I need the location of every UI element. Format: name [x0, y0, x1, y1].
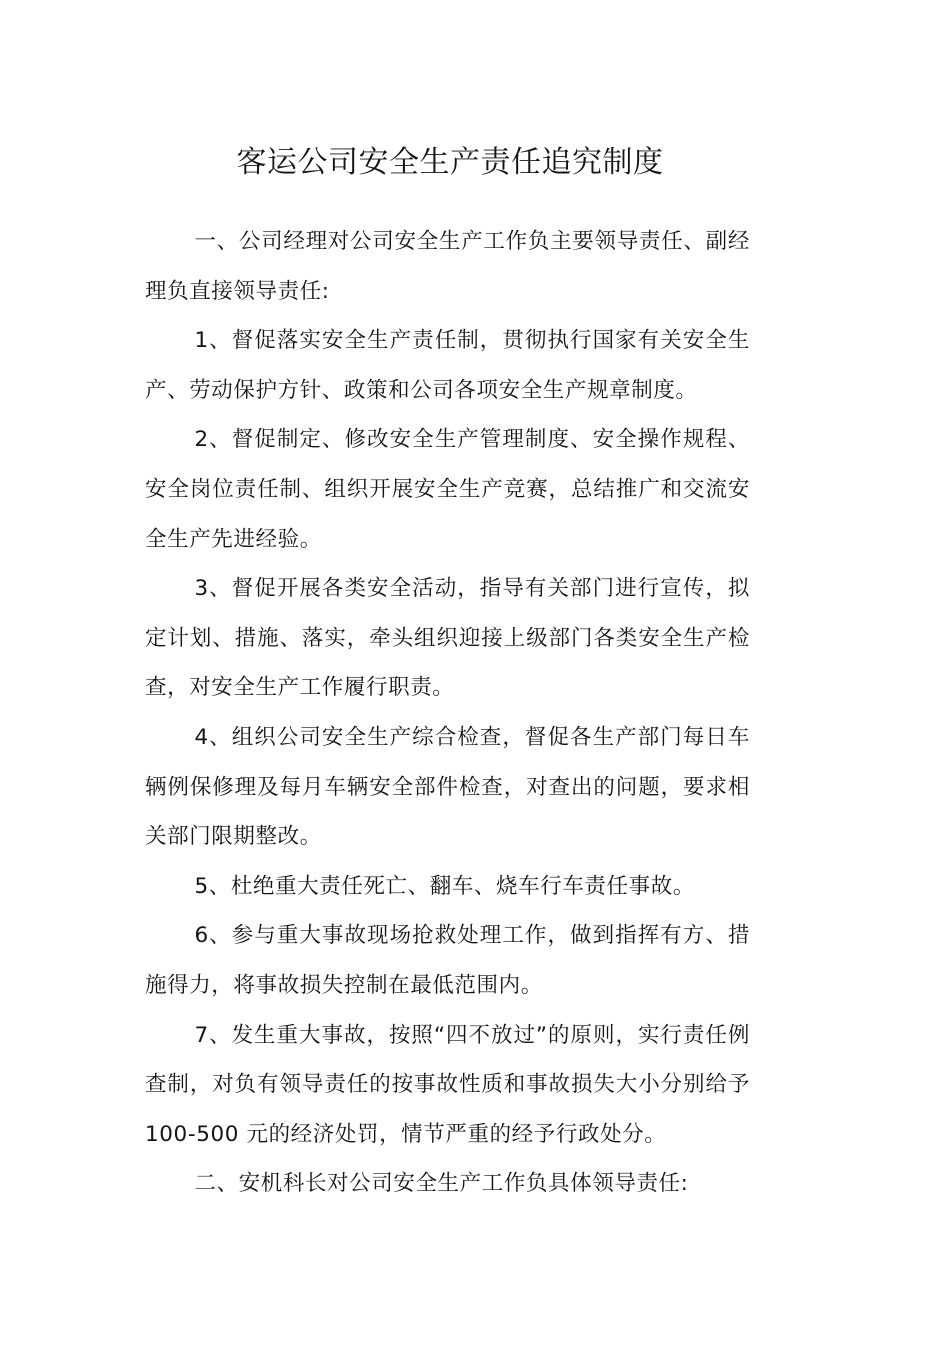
paragraph-item-3: 3、督促开展各类安全活动，指导有关部门进行宣传，拟定计划、措施、落实，牵头组织迎接上级部门各类安全生产检查，对安全生产工作履行职责。 [145, 576, 750, 701]
document-title: 客运公司安全生产责任追究制度 [236, 145, 664, 181]
paragraph-item-5: 5、杜绝重大责任死亡、翻车、烧车行车责任事故。 [194, 873, 695, 899]
paragraph-item-6: 6、参与重大事故现场抢救处理工作，做到指挥有方、措施得力，将事故损失控制在最低范围内。 [145, 923, 750, 998]
paragraph-section-1-heading: 一、公司经理对公司安全生产工作负主要领导责任、副经理负直接领导责任: [145, 229, 750, 304]
paragraph-section-2-heading: 二、安机科长对公司安全生产工作负具体领导责任: [194, 1171, 689, 1197]
paragraph-item-2: 2、督促制定、修改安全生产管理制度、安全操作规程、安全岗位责任制、组织开展安全生产竞赛，总结推广和交流安全生产先进经验。 [145, 427, 750, 552]
paragraph-item-1: 1、督促落实安全生产责任制，贯彻执行国家有关安全生产、劳动保护方针、政策和公司各项安全生产规章制度。 [145, 328, 750, 403]
paragraph-item-4: 4、组织公司安全生产综合检查，督促各生产部门每日车辆例保修理及每月车辆安全部件检查，对查出的问题，要求相关部门限期整改。 [145, 724, 750, 850]
paragraph-item-7: 7、发生重大事故，按照“四不放过”的原则，实行责任例查制，对负有领导责任的按事故性质和事故损失大小分别给予 100-500 元的经济处罚，情节严重的经予行政处分。 [145, 1022, 750, 1147]
document-body [145, 217, 750, 1209]
